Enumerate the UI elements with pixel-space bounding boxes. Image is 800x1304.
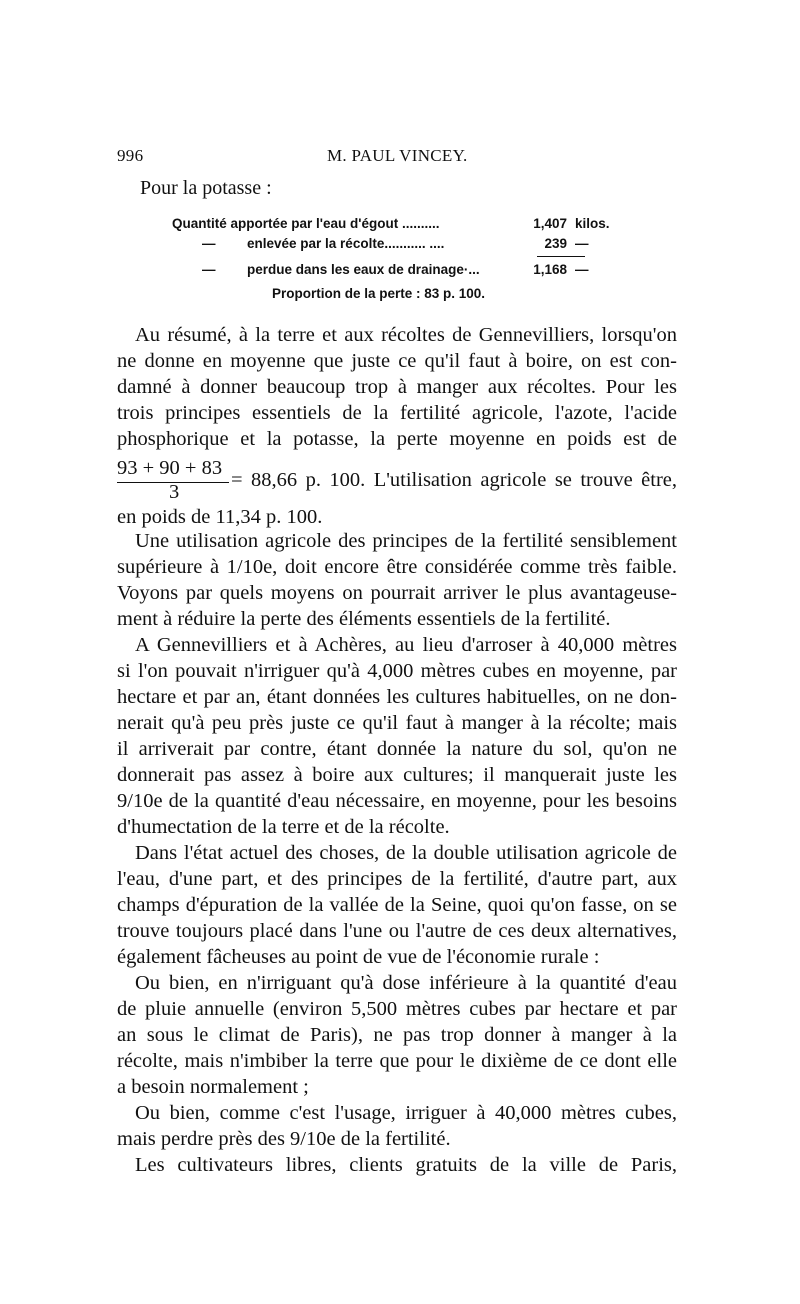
text-line: trois principes essentiels de la fertilité agricole, l'azote, l'acide [117,402,677,424]
table-row-label: perdue dans les eaux de drainage·... [247,262,480,277]
text-line: supérieure à 1/10e, doit encore être considérée comme très faible. [117,556,677,578]
text-line: an sous le climat de Paris), ne pas trop donner à manger à la [117,1024,677,1046]
text-line: l'eau, d'une part, et des principes de la fertilité, d'autre part, aux [117,868,677,890]
table-row [117,262,677,282]
text-line: champs d'épuration de la vallée de la Seine, quoi qu'on fasse, on se [117,894,677,916]
text-line: Les cultivateurs libres, clients gratuits de la ville de Paris, [135,1154,677,1176]
text-line: de pluie annuelle (environ 5,500 mètres cubes par hectare et par [117,998,677,1020]
text-line: A Gennevilliers et à Achères, au lieu d'arroser à 40,000 mètres [135,634,677,656]
text-line: Au résumé, à la terre et aux récoltes de Gennevilliers, lorsqu'on [135,324,677,346]
table-row-label: Quantité apportée par l'eau d'égout .......... [172,216,440,231]
text-line: il arriverait par contre, étant donnée la nature du sol, qu'on ne [117,738,677,760]
text-line: 9/10e de la quantité d'eau nécessaire, en moyenne, pour les besoins [117,790,677,812]
table-row-dash: — [202,262,216,277]
text-line: Une utilisation agricole des principes de la fertilité sensiblement [135,530,677,552]
table-row-unit: — [575,236,589,251]
text-line: trouve toujours placé dans l'une ou l'autre de ces deux alternatives, [117,920,677,942]
table-row [117,216,677,236]
text-line: si l'on pouvait n'irriguer qu'à 4,000 mètres cubes en moyenne, par [117,660,677,682]
table-row [117,236,677,256]
text-line: Ou bien, en n'irriguant qu'à dose inférieure à la quantité d'eau [135,972,677,994]
page-header [117,146,677,168]
text-line: mais perdre près des 9/10e de la fertilité. [117,1128,451,1150]
text-line: phosphorique et la potasse, la perte moyenne en poids est de [117,428,677,450]
table-row-unit: — [575,262,589,277]
text-line: donnerait pas assez à boire aux cultures; il manquerait juste les [117,764,677,786]
text-line: a besoin normalement ; [117,1076,309,1098]
fraction-numerator: 93 + 90 + 83 [117,457,223,479]
page-number: 996 [117,146,144,165]
table-row-value: 239 [544,236,567,251]
text-line: ne donne en moyenne que juste ce qu'il faut à boire, on est con- [117,350,677,372]
text-line: ment à réduire la perte des éléments essentiels de la fertilité. [117,608,611,630]
text-line: nerait qu'à peu près juste ce qu'il faut à manger à la récolte; mais [117,712,677,734]
sum-rule [537,256,585,257]
text-line: Voyons par quels moyens on pourrait arriver le plus avantageuse- [117,582,677,604]
average-loss-formula [117,455,677,507]
table-row-label: enlevée par la récolte........... .... [247,236,445,251]
table-row-dash: — [202,236,216,251]
text-line: Dans l'état actuel des choses, de la double utilisation agricole de [135,842,677,864]
text-line: également fâcheuses au point de vue de l'économie rurale : [117,946,600,968]
section-intro: Pour la potasse : [140,177,272,199]
text-line: Ou bien, comme c'est l'usage, irriguer à 40,000 mètres cubes, [135,1102,677,1124]
table-row-value: 1,407 [533,216,567,231]
table-row-unit: kilos. [575,216,610,231]
text-line: en poids de 11,34 p. 100. [117,506,323,528]
text-line: d'humectation de la terre et de la récolte. [117,816,450,838]
table-row [117,286,677,306]
text-line: damné à donner beaucoup trop à manger aux récoltes. Pour les [117,376,677,398]
fraction-denominator: 3 [169,481,180,503]
text-line: récolte, mais n'imbiber la terre que pour le dixième de ce dont elle [117,1050,677,1072]
loss-proportion: Proportion de la perte : 83 p. 100. [272,286,486,301]
text-line: hectare et par an, étant données les cultures habituelles, on ne don- [117,686,677,708]
formula-result-text: = 88,66 p. 100. L'utilisation agricole se trouve être, [231,469,677,491]
running-title: M. PAUL VINCEY. [327,146,468,165]
table-row-value: 1,168 [533,262,567,277]
